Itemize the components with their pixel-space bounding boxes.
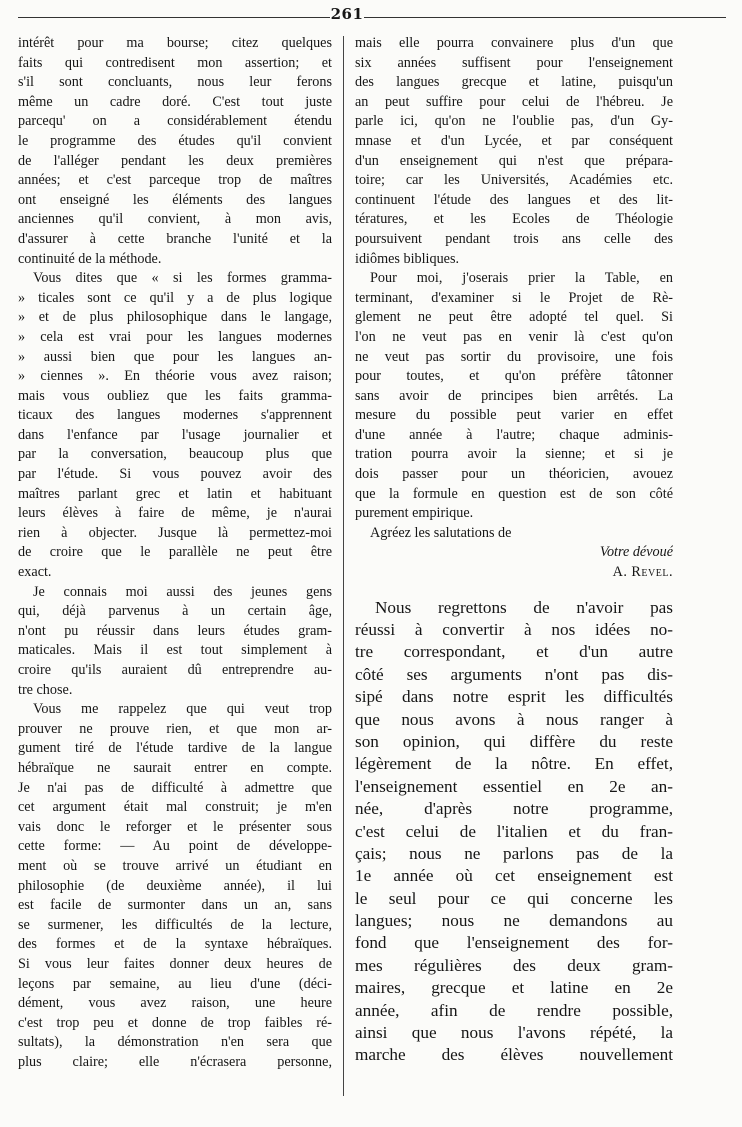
text-line: Je n'ai pas de difficulté à admettre que xyxy=(18,779,332,796)
text-line: ont enseigné les éléments des langues xyxy=(18,191,332,208)
text-line: leçons par semaine, au lieu d'une (déci- xyxy=(18,975,332,992)
signature-closing: Votre dévoué xyxy=(599,544,673,561)
editor-note-line: Nous regrettons de n'avoir pas xyxy=(375,597,673,617)
text-line: années; et c'est parceque trop de maîtres xyxy=(18,172,332,189)
text-line: purement empirique. xyxy=(355,505,474,522)
text-line: tre chose. xyxy=(18,681,73,698)
editor-note-line: langues; nous ne demandons au xyxy=(355,911,673,931)
editor-note-line: mes régulières des deux gram- xyxy=(355,955,673,975)
text-line: dans l'enfance par l'usage journalier et xyxy=(18,426,332,443)
text-line: » ciennes ». En théorie vous avez raison; xyxy=(18,368,332,385)
text-line: mesure du possible peut varier en effet xyxy=(355,407,673,424)
text-line: cet argument était mal construit; je m'en xyxy=(18,799,332,816)
text-line: plus claire; elle n'écrasera personne, xyxy=(18,1053,332,1070)
text-line: dément, vous avez raison, une heure xyxy=(18,995,332,1012)
text-line: » cela est vrai pour les langues modernes xyxy=(18,328,332,345)
editor-note-line: maires, grecque et latine en 2e xyxy=(355,978,673,998)
header-rule-left xyxy=(18,17,330,18)
signature-name: A. Revel. xyxy=(612,564,673,581)
editor-note-line: le seul pour ce qui concerne les xyxy=(355,888,673,908)
text-line: toire; car les Universités, Académies etc. xyxy=(355,172,673,189)
text-line: ment où se trouve arrivé un étudiant en xyxy=(18,857,332,874)
text-line: de croire que le parallèle ne peut être xyxy=(18,544,332,561)
text-line: pour toutes, et qu'on préfère tâtonner xyxy=(355,368,673,385)
text-line: ne veut pas sortir du provisoire, une fois xyxy=(355,348,673,365)
text-line: se surmener, les difficultés de la lecture, xyxy=(18,916,332,933)
text-line: continuité de la méthode. xyxy=(18,250,162,267)
editor-note-line: marche des élèves nouvellement xyxy=(355,1045,673,1065)
text-line: Agréez les salutations de xyxy=(370,524,512,541)
text-line: que la formule en question est de son côté xyxy=(355,485,673,502)
text-line: ticaux des langues modernes s'apprennent xyxy=(18,407,332,424)
text-line: par l'étude. Si vous pouvez avoir des xyxy=(18,466,332,483)
text-line: gument tiré de l'étude tardive de la langue xyxy=(18,740,332,757)
text-line: même un cadre doré. C'est tout juste xyxy=(18,93,332,110)
text-line: vais donc le reforger et le présenter sous xyxy=(18,818,332,835)
text-line: terminant, d'examiner si le Projet de Rè- xyxy=(355,289,673,306)
editor-note-line: c'est celui de l'italien et du fran- xyxy=(355,821,673,841)
text-line: mais elle pourra convainere plus d'un que xyxy=(355,35,673,51)
text-line: par la conversation, beaucoup plus que xyxy=(18,446,332,463)
text-line: maticales. Mais il est tout simplement à xyxy=(18,642,332,659)
editor-note-line: çais; nous ne parlons pas de la xyxy=(355,843,673,863)
text-line: parle ici, qu'on ne l'oublie pas, d'un Gy- xyxy=(355,113,673,130)
editor-note xyxy=(355,597,673,1067)
text-line: continuent l'étude des langues et des lit- xyxy=(355,191,673,208)
text-line: d'un enseignement qui n'est que prépara- xyxy=(355,152,673,169)
page-number: 261 xyxy=(330,5,364,23)
header-rule-right xyxy=(364,17,726,18)
text-line: Si vous leur faites donner deux heures de xyxy=(18,955,332,972)
text-line: l'on ne veut pas en venir là c'est qu'on xyxy=(355,328,673,345)
text-line: cette forme: — Au point de développe- xyxy=(18,838,332,855)
text-line: leurs élèves à faire de même, je n'aurai xyxy=(18,505,332,522)
text-line: parcequ' on a considérablement étendu xyxy=(18,113,332,130)
text-line: exact. xyxy=(18,564,52,581)
page-header xyxy=(0,4,742,26)
text-line: c'est trop peu et donne de trop faibles ré- xyxy=(18,1014,332,1031)
text-line: » ticales sont ce qu'il y a de plus logique xyxy=(18,289,332,306)
text-line: six années suffisent pour l'enseignement xyxy=(355,54,673,71)
text-line: Pour moi, j'oserais prier la Table, en xyxy=(370,270,673,287)
text-line: idiômes bibliques. xyxy=(355,250,460,267)
text-line: des langues grecque et latine, puisqu'un xyxy=(355,74,673,91)
text-line: est facile de surmonter dans un an, sans xyxy=(18,897,332,914)
text-line: mais vous oubliez que les faits gramma- xyxy=(18,387,332,404)
text-line: s'il sont concluants, nous leur ferons xyxy=(18,74,332,91)
editor-note-line: année, afin de rendre possible, xyxy=(355,1000,673,1020)
text-line: poursuivent pendant trois ans celle des xyxy=(355,230,673,247)
text-line: Vous me rappelez que qui veut trop xyxy=(33,701,332,718)
text-line: de l'alléger pendant les deux premières xyxy=(18,152,332,169)
letter-continuation xyxy=(355,34,673,543)
text-line: d'une année à l'autre; chaque adminis- xyxy=(355,426,673,443)
editor-note-line: tre correspondant, et d'un autre xyxy=(355,642,673,662)
text-line: » aussi bien que pour les langues an- xyxy=(18,348,332,365)
editor-note-line: fond que l'enseignement des for- xyxy=(355,933,673,953)
text-line: glement ne peut être adopté tel quel. Si xyxy=(355,309,673,326)
editor-note-line: ainsi que nous l'avons répété, la xyxy=(355,1023,673,1043)
text-line: n'ont pu réussir dans leurs études gram- xyxy=(18,622,332,639)
text-line: hébraïque ne saurait entrer en compte. xyxy=(18,759,332,776)
editor-note-line: côté ses arguments n'ont pas dis- xyxy=(355,664,673,684)
editor-note-line: sipé dans notre esprit les difficultés xyxy=(355,687,673,707)
text-line: sultats), la démonstration n'en sera que xyxy=(18,1034,332,1051)
editor-note-line: 1e année où cet enseignement est xyxy=(355,866,673,886)
right-column xyxy=(355,34,673,1067)
text-line: rien à objecter. Jusque là permettez-moi xyxy=(18,524,332,541)
editor-note-line: l'enseignement essentiel en 2e an- xyxy=(355,776,673,796)
text-line: Vous dites que « si les formes gramma- xyxy=(33,270,332,287)
text-line: croire qu'ils auraient dû entreprendre au- xyxy=(18,662,332,678)
editor-note-line: que nous avons à nous ranger à xyxy=(355,709,673,729)
text-line: anciennes qu'il convient, à mon avis, xyxy=(18,211,332,228)
text-line: tration pourra avoir la sienne; et si je xyxy=(355,446,673,463)
text-line: des formes et de la syntaxe hébraïques. xyxy=(18,936,332,953)
text-line: d'assurer à cette branche l'unité et la xyxy=(18,230,332,247)
text-line: le programme des études qu'il convient xyxy=(18,132,332,149)
text-line: faits qui contredisent mon assertion; et xyxy=(18,54,332,71)
text-line: qui, déjà parvenus à un certain âge, xyxy=(18,603,332,620)
editor-note-line: née, d'après notre programme, xyxy=(355,799,673,819)
text-line: sans avoir de principes bien arrêtés. La xyxy=(355,387,673,404)
editor-note-line: légèrement de la nôtre. En effet, xyxy=(355,754,673,774)
text-line: tératures, et les Ecoles de Théologie xyxy=(355,211,673,228)
editor-note-line: son opinion, qui diffère du reste xyxy=(355,731,673,751)
editor-note-line: réussi à convertir à nos idées no- xyxy=(355,620,673,640)
text-line: intérêt pour ma bourse; citez quelques xyxy=(18,35,332,51)
text-line: philosophie (de deuxième année), il lui xyxy=(18,877,332,894)
text-line: » et de plus philosophique dans le langage, xyxy=(18,309,332,326)
text-line: maîtres parlant grec et latin et habituant xyxy=(18,485,332,502)
text-line: dois passer pour un théoricien, avouez xyxy=(355,466,673,483)
text-line: Je connais moi aussi des jeunes gens xyxy=(33,583,332,600)
text-line: an peut suffire pour celui de l'hébreu. Je xyxy=(355,93,673,110)
column-divider xyxy=(343,36,344,1096)
left-column xyxy=(18,34,332,1072)
text-line: prouver ne prouve rien, et que mon ar- xyxy=(18,720,332,737)
text-line: mnase et d'un Lycée, et par conséquent xyxy=(355,132,673,149)
